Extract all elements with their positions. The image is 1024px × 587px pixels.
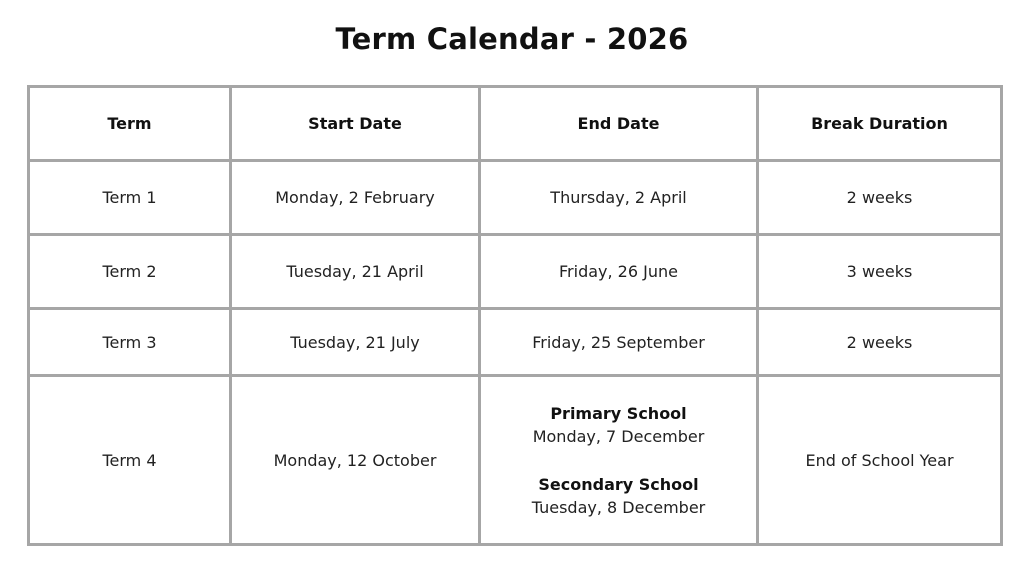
break-duration-cell: 3 weeks	[758, 235, 1002, 309]
term-calendar-table	[27, 85, 1003, 546]
column-header-break-duration: Break Duration	[758, 87, 1002, 161]
break-duration-cell: 2 weeks	[758, 161, 1002, 235]
term-cell: Term 2	[29, 235, 231, 309]
end-date-cell: Thursday, 2 April	[480, 161, 758, 235]
secondary-school-label: Secondary School	[538, 474, 699, 494]
spacer	[487, 448, 750, 473]
table-header-row	[29, 87, 1002, 161]
table-row	[29, 376, 1002, 545]
primary-school-end-date: Monday, 7 December	[532, 426, 705, 446]
start-date-cell: Monday, 2 February	[231, 161, 480, 235]
column-header-start-date: Start Date	[231, 87, 480, 161]
table-row	[29, 161, 1002, 235]
break-duration-cell: End of School Year	[758, 376, 1002, 545]
term-cell: Term 3	[29, 309, 231, 376]
secondary-school-end-date: Tuesday, 8 December	[531, 497, 706, 517]
primary-school-label: Primary School	[550, 403, 687, 423]
end-date-cell: Friday, 26 June	[480, 235, 758, 309]
table-row	[29, 309, 1002, 376]
start-date-cell: Monday, 12 October	[231, 376, 480, 545]
table-row	[29, 235, 1002, 309]
column-header-term: Term	[29, 87, 231, 161]
break-duration-cell: 2 weeks	[758, 309, 1002, 376]
term-cell: Term 4	[29, 376, 231, 545]
start-date-cell: Tuesday, 21 July	[231, 309, 480, 376]
page-title: Term Calendar - 2026	[335, 22, 689, 56]
start-date-cell: Tuesday, 21 April	[231, 235, 480, 309]
term-cell: Term 1	[29, 161, 231, 235]
end-date-cell	[480, 376, 758, 545]
column-header-end-date: End Date	[480, 87, 758, 161]
end-date-cell: Friday, 25 September	[480, 309, 758, 376]
